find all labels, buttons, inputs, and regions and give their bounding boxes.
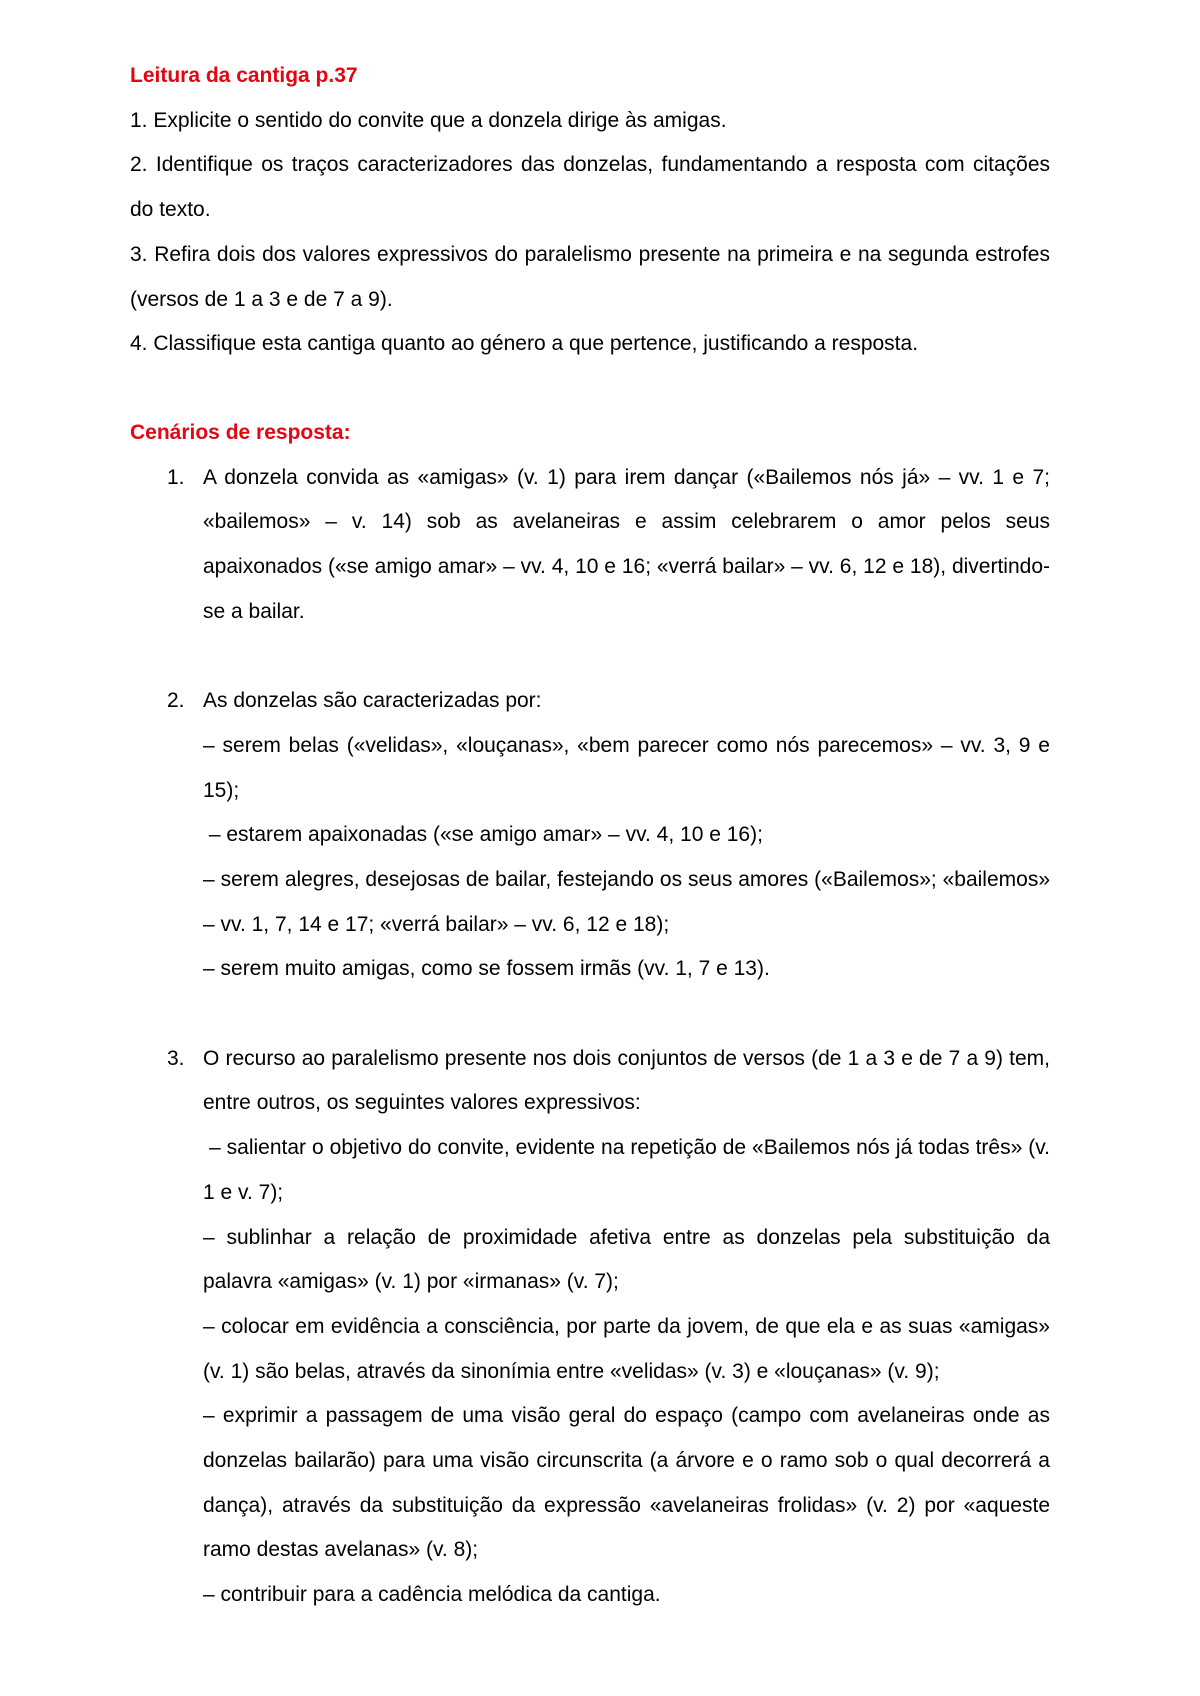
question-3: 3. Refira dois dos valores expressivos do paralelismo presente na primeira e na segunda estrofes (versos de 1 a 3 e de 7 a 9).	[130, 242, 1050, 311]
answers-heading: Cenários de resposta:	[130, 420, 351, 444]
answer-item-2	[130, 679, 1050, 992]
answer-point: – serem alegres, desejosas de bailar, festejando os seus amores («Bailemos»; «bailemos» – vv. 1, 7, 14 e 17; «verrá bailar» – vv. 6, 12 e 18);	[203, 867, 1050, 936]
answer-point: – estarem apaixonadas («se amigo amar» – vv. 4, 10 e 16);	[203, 823, 763, 847]
answer-point: – colocar em evidência a consciência, por parte da jovem, de que ela e as suas «amigas» (v. 1) são belas, através da sinonímia entre «velidas» (v. 3) e «louçanas» (v. 9);	[203, 1314, 1050, 1383]
question-2: 2. Identifique os traços caracterizadores das donzelas, fundamentando a resposta com citações do texto.	[130, 153, 1050, 222]
answer-point: – contribuir para a cadência melódica da cantiga.	[203, 1583, 661, 1607]
answer-intro: O recurso ao paralelismo presente nos dois conjuntos de versos (de 1 a 3 e de 7 a 9) tem, entre outros, os seguintes valores expressivos:	[203, 1046, 1050, 1115]
answer-point: – sublinhar a relação de proximidade afetiva entre as donzelas pela substituição da palavra «amigas» (v. 1) por «irmanas» (v. 7);	[203, 1225, 1050, 1294]
document-page	[130, 0, 1056, 1618]
answer-item-3	[130, 1037, 1056, 1618]
answers-list	[130, 456, 1056, 1618]
answer-intro: As donzelas são caracterizadas por:	[203, 689, 542, 713]
answer-number: 1.	[167, 465, 185, 489]
answer-item-1	[130, 456, 1050, 635]
question-4: 4. Classifique esta cantiga quanto ao género a que pertence, justificando a resposta.	[130, 332, 919, 356]
answer-number: 3.	[167, 1046, 185, 1070]
answer-point: – serem belas («velidas», «louçanas», «bem parecer como nós parecemos» – vv. 3, 9 e 15);	[203, 733, 1050, 802]
answer-point: – serem muito amigas, como se fossem irmãs (vv. 1, 7 e 13).	[203, 957, 770, 981]
answer-text: A donzela convida as «amigas» (v. 1) para irem dançar («Bailemos nós já» – vv. 1 e 7; «bailemos» – v. 14) sob as avelaneiras e assim celebrarem o amor pelos seus apaixonados («se amigo amar» – vv. 4, 10 e 16; «verrá bailar» – vv. 6, 12 e 18), divertindo-se a bailar.	[203, 465, 1050, 623]
answer-number: 2.	[167, 689, 185, 713]
answer-point: – exprimir a passagem de uma visão geral do espaço (campo com avelaneiras onde as donzelas bailarão) para uma visão circunscrita (a árvore e o ramo sob o qual decorrerá a dança), através da substituição da expressão «avelaneiras frolidas» (v. 2) por «aqueste ramo destas avelanas» (v. 8);	[203, 1404, 1050, 1562]
reading-heading: Leitura da cantiga p.37	[130, 64, 358, 87]
question-1: 1. Explicite o sentido do convite que a donzela dirige às amigas.	[130, 108, 727, 132]
answer-point: – salientar o objetivo do convite, evidente na repetição de «Bailemos nós já todas três» (v. 1 e v. 7);	[203, 1136, 1056, 1204]
